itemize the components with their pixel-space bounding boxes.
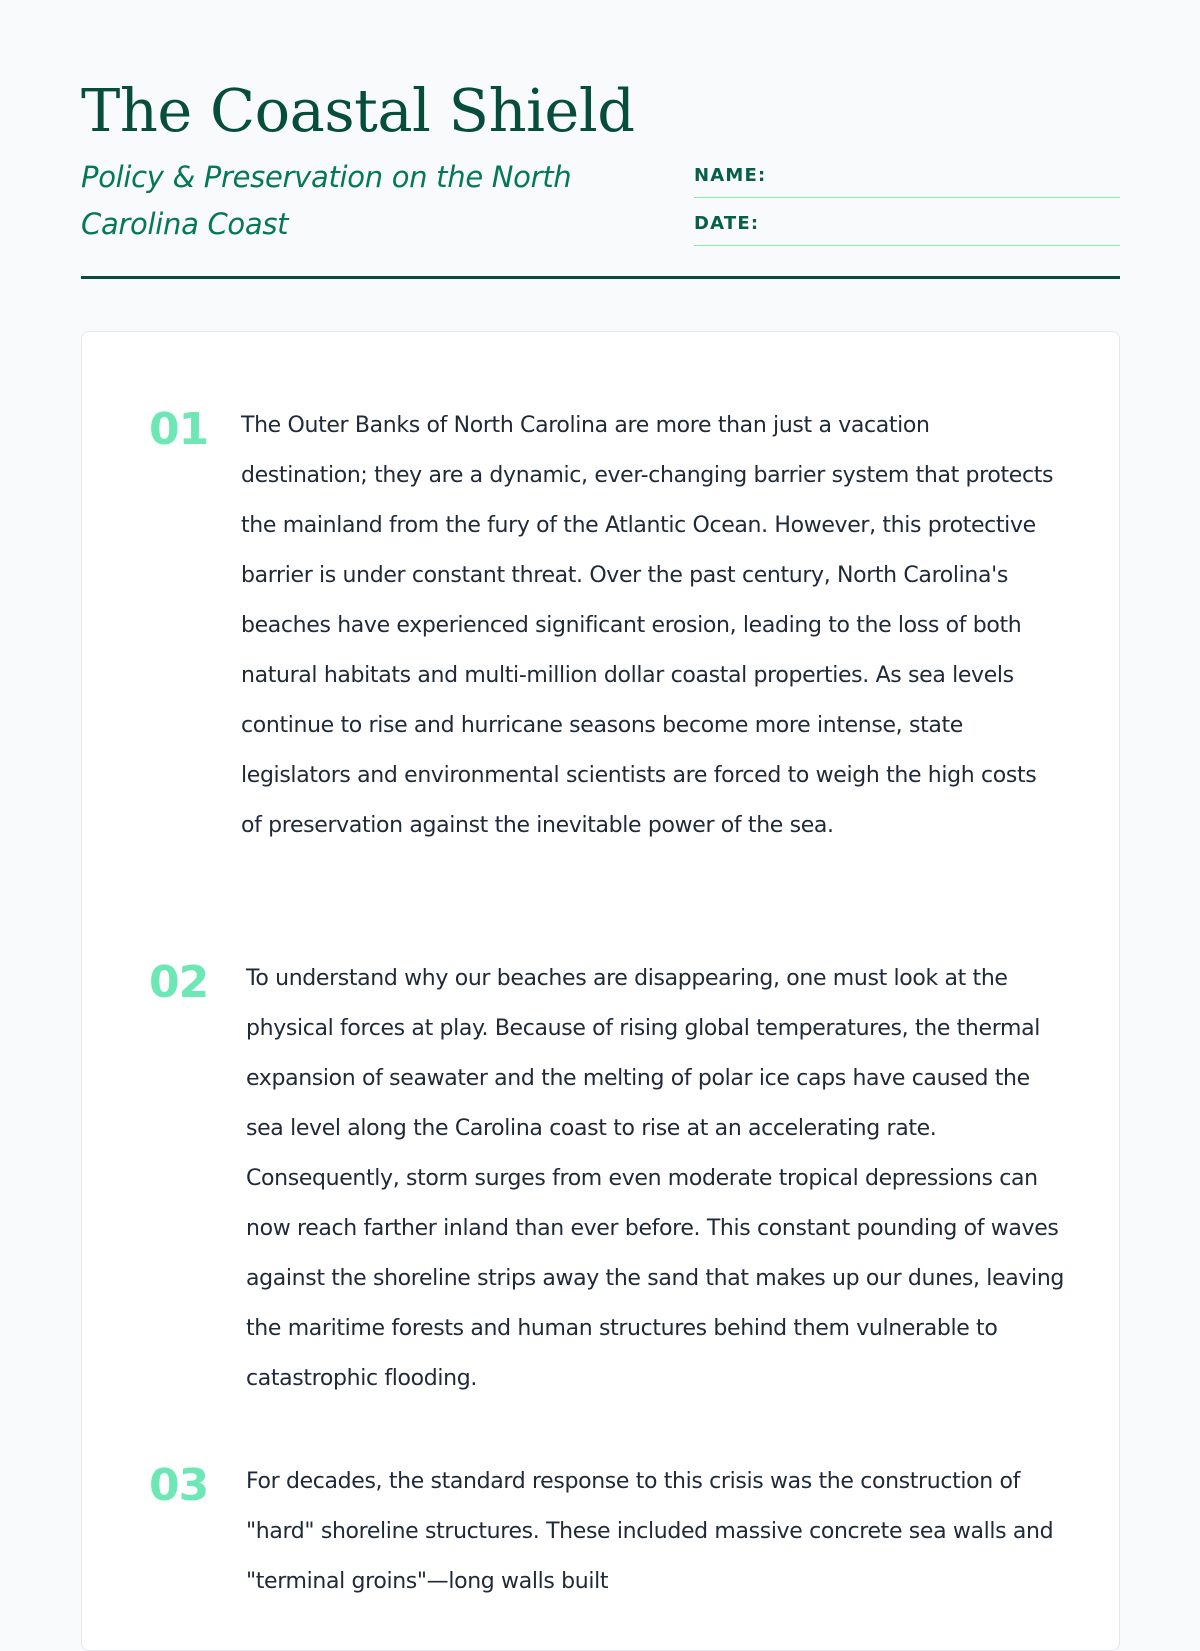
paragraph-number: 01 <box>149 404 209 455</box>
worksheet-page <box>81 0 1120 1600</box>
paragraph-number: 02 <box>149 957 209 1008</box>
paragraph-text: For decades, the standard response to this crisis was the construction of "hard" shoreline structures. These included massive concrete sea walls and "terminal groins"—long walls built <box>246 1469 1054 1594</box>
worksheet-header <box>81 0 1120 279</box>
name-label: NAME: <box>694 165 767 186</box>
date-label: DATE: <box>694 213 760 234</box>
name-field[interactable] <box>694 161 1120 198</box>
paragraph-text: To understand why our beaches are disappearing, one must look at the physical forces at play. Because of rising global temperatures, the thermal expansion of seawater and the melting of polar ice caps have caused the sea level along the Carolina coast to rise at an accelerating rate. Consequently, storm surges from even moderate tropical depressions can now reach farther inland than ever before. This constant pounding of waves against the shoreline strips away the sand that makes up our dunes, leaving the maritime forests and human structures behind them vulnerable to catastrophic flooding. <box>246 966 1065 1391</box>
page-title: The Coastal Shield <box>81 76 635 145</box>
paragraph-text: The Outer Banks of North Carolina are more than just a vacation destination; they are a dynamic, ever-changing barrier system that protects the mainland from the fury of the Atlantic Ocean. However, this protective barrier is under constant threat. Over the past century, North Carolina's beaches have experienced significant erosion, leading to the loss of both natural habitats and multi-million dollar coastal properties. As sea levels continue to rise and hurricane seasons become more intense, state legislators and environmental scientists are forced to weigh the high costs of preservation against the inevitable power of the sea. <box>241 413 1054 838</box>
reading-passage-card <box>81 331 1120 1651</box>
paragraph-number: 03 <box>149 1460 209 1511</box>
date-field[interactable] <box>694 209 1120 246</box>
page-subtitle: Policy & Preservation on the North Carolina Coast <box>81 160 572 241</box>
